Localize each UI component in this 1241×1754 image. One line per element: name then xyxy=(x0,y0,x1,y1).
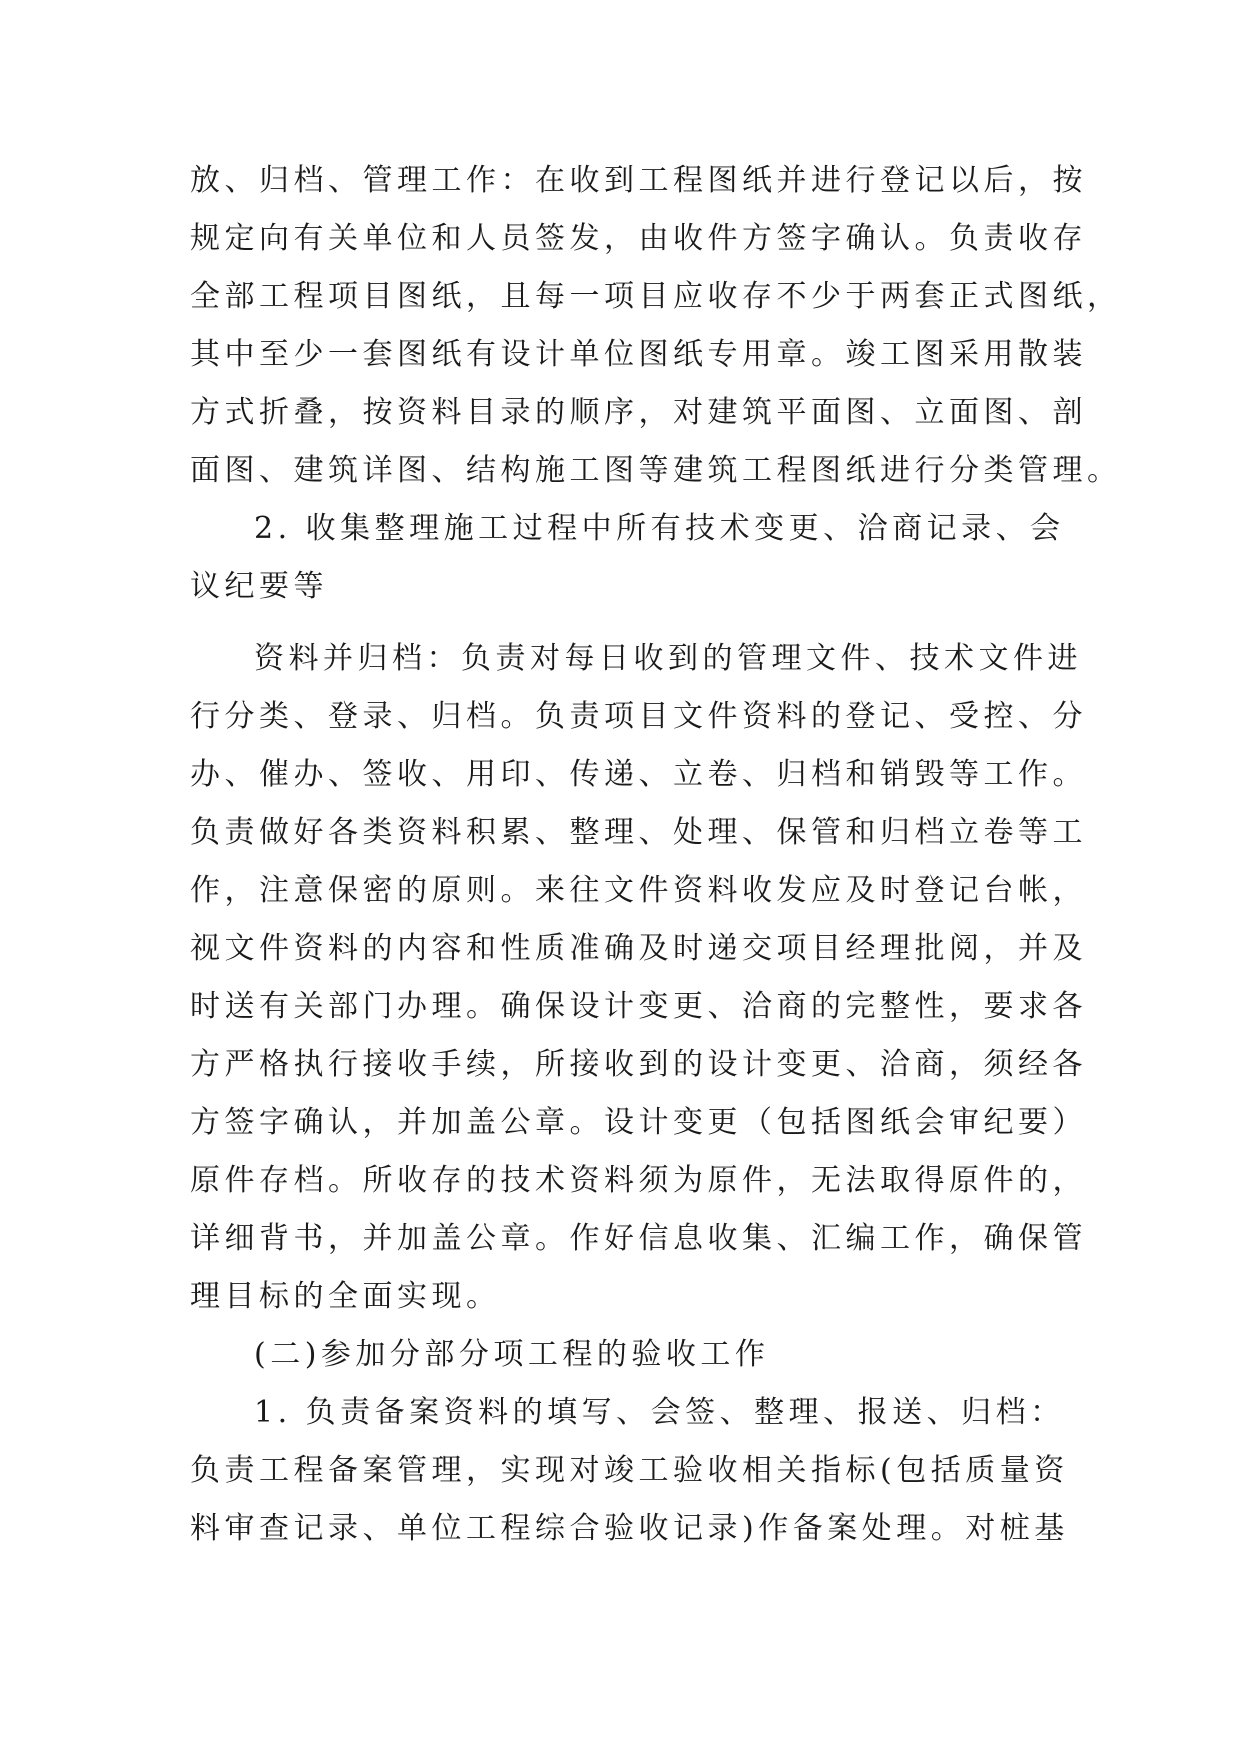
text-line: 面图、建筑详图、结构施工图等建筑工程图纸进行分类管理。 xyxy=(190,453,1122,488)
text-line: 原件存档。所收存的技术资料须为原件，无法取得原件的， xyxy=(190,1163,1087,1198)
text-line: 方严格执行接收手续，所接收到的设计变更、洽商，须经各 xyxy=(190,1047,1087,1082)
text-line: 详细背书，并加盖公章。作好信息收集、汇编工作，确保管 xyxy=(190,1221,1087,1256)
text-line: 行分类、登录、归档。负责项目文件资料的登记、受控、分 xyxy=(190,699,1087,734)
text-line: 负责工程备案管理，实现对竣工验收相关指标(包括质量资 xyxy=(190,1453,1069,1488)
text-line: 全部工程项目图纸，且每一项目应收存不少于两套正式图纸， xyxy=(190,279,1122,314)
text-line: 放、归档、管理工作：在收到工程图纸并进行登记以后，按 xyxy=(190,163,1087,198)
text-line: 资料并归档：负责对每日收到的管理文件、技术文件进 xyxy=(254,641,1082,676)
text-line: 议纪要等 xyxy=(190,569,328,604)
text-line: 作，注意保密的原则。来往文件资料收发应及时登记台帐， xyxy=(190,873,1087,908)
section-heading: 1. 负责备案资料的填写、会签、整理、报送、归档： xyxy=(254,1395,1065,1430)
section-heading: (二)参加分部分项工程的验收工作 xyxy=(254,1337,770,1372)
document-body xyxy=(190,152,1122,1558)
text-line: 规定向有关单位和人员签发，由收件方签字确认。负责收存 xyxy=(190,221,1087,256)
text-line: 其中至少一套图纸有设计单位图纸专用章。竣工图采用散装 xyxy=(190,337,1087,372)
section-heading: 2. 收集整理施工过程中所有技术变更、洽商记录、会 xyxy=(254,511,1065,546)
text-line: 方式折叠，按资料目录的顺序，对建筑平面图、立面图、剖 xyxy=(190,395,1087,430)
text-line: 办、催办、签收、用印、传递、立卷、归档和销毁等工作。 xyxy=(190,757,1087,792)
text-line: 料审查记录、单位工程综合验收记录)作备案处理。对桩基 xyxy=(190,1511,1069,1546)
text-line: 视文件资料的内容和性质准确及时递交项目经理批阅，并及 xyxy=(190,931,1087,966)
text-line: 方签字确认，并加盖公章。设计变更（包括图纸会审纪要） xyxy=(190,1105,1087,1140)
text-line: 理目标的全面实现。 xyxy=(190,1279,501,1314)
text-line: 负责做好各类资料积累、整理、处理、保管和归档立卷等工 xyxy=(190,815,1087,850)
text-line: 时送有关部门办理。确保设计变更、洽商的完整性，要求各 xyxy=(190,989,1087,1024)
